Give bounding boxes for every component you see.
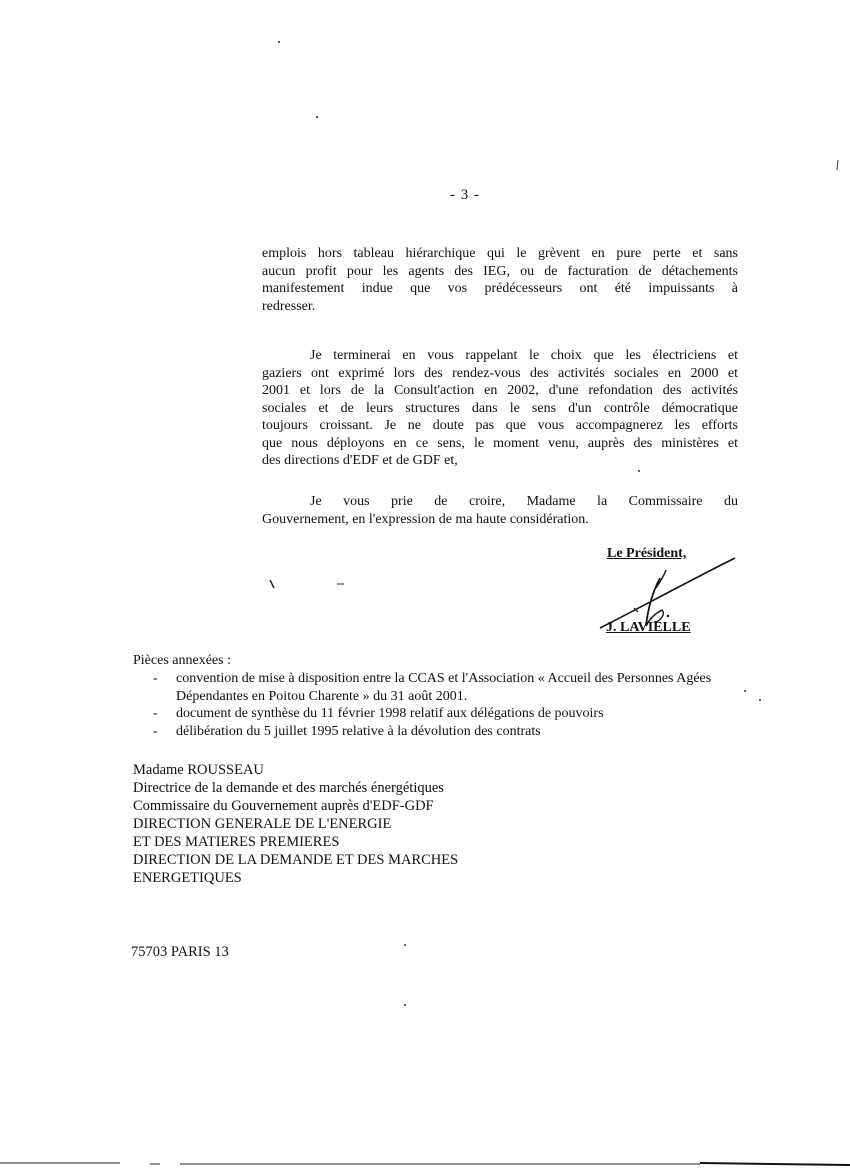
- paragraph-line: gaziers ont exprimé lors des rendez-vous des activités sociales en 2000 et: [262, 365, 738, 381]
- bullet-dash: -: [153, 723, 158, 739]
- annexes-heading: Pièces annexées :: [133, 653, 231, 668]
- paragraph-line: que nous déployons en ce sens, le moment venu, auprès des ministères et: [262, 435, 738, 451]
- paragraph-line: sociales et de leurs structures dans le sens d'un contrôle démocratique: [262, 400, 738, 416]
- list-item: [153, 723, 773, 741]
- signature-title: Le Président,: [607, 546, 687, 561]
- paragraph-line: Je vous prie de croire, Madame la Commissaire du: [310, 494, 738, 509]
- address-line: ENERGETIQUES: [133, 870, 242, 886]
- paragraph-line: redresser.: [262, 298, 316, 314]
- paragraph-salutation: [262, 493, 738, 528]
- list-item: [153, 705, 773, 723]
- address-city: 75703 PARIS 13: [131, 944, 229, 960]
- scan-bottom-edge: [0, 1158, 850, 1169]
- bullet-dash: -: [153, 671, 158, 686]
- address-line: DIRECTION GENERALE DE L'ENERGIE: [133, 816, 392, 832]
- paragraph-continuation: [262, 245, 738, 315]
- paragraph-line: emplois hors tableau hiérarchique qui le grèvent en pure perte et sans: [262, 246, 738, 261]
- list-item: [153, 670, 773, 705]
- annex-item-text: convention de mise à disposition entre la CCAS et l'Association « Accueil des Personnes Agées Dépendantes en Poitou Charente » du 31 août 2001.: [176, 671, 712, 704]
- paragraph-closing-remarks: [262, 347, 738, 470]
- annexes-list: [153, 670, 773, 740]
- paragraph-line: aucun profit pour les agents des IEG, ou de facturation de détachements: [262, 263, 738, 279]
- recipient-address: [133, 761, 458, 887]
- bullet-dash: -: [153, 706, 158, 721]
- paragraph-line: des directions d'EDF et de GDF et,: [262, 453, 458, 468]
- address-line: Directrice de la demande et des marchés énergétiques: [133, 780, 444, 796]
- paragraph-line: Gouvernement, en l'expression de ma haute considération.: [262, 511, 589, 527]
- signature-name: J. LAVIELLE: [606, 620, 691, 635]
- paragraph-line: 2001 et lors de la Consult'action en 2002, d'une refondation des activités: [262, 383, 738, 398]
- paragraph-line: manifestement indue que vos prédécesseurs ont été impuissants à: [262, 281, 738, 296]
- annex-item-text: document de synthèse du 11 février 1998 relatif aux délégations de pouvoirs: [176, 706, 604, 721]
- address-line: Madame ROUSSEAU: [133, 762, 264, 778]
- annex-item-text: délibération du 5 juillet 1995 relative à la dévolution des contrats: [176, 723, 541, 739]
- paragraph-line: toujours croissant. Je ne doute pas que vous accompagnerez les efforts: [262, 418, 738, 433]
- page-number: - 3 -: [450, 187, 480, 203]
- address-line: ET DES MATIERES PREMIERES: [133, 834, 340, 850]
- address-line: Commissaire du Gouvernement auprès d'EDF-GDF: [133, 798, 434, 814]
- paragraph-line: Je terminerai en vous rappelant le choix que les électriciens et: [310, 348, 738, 363]
- address-line: DIRECTION DE LA DEMANDE ET DES MARCHES: [133, 852, 459, 868]
